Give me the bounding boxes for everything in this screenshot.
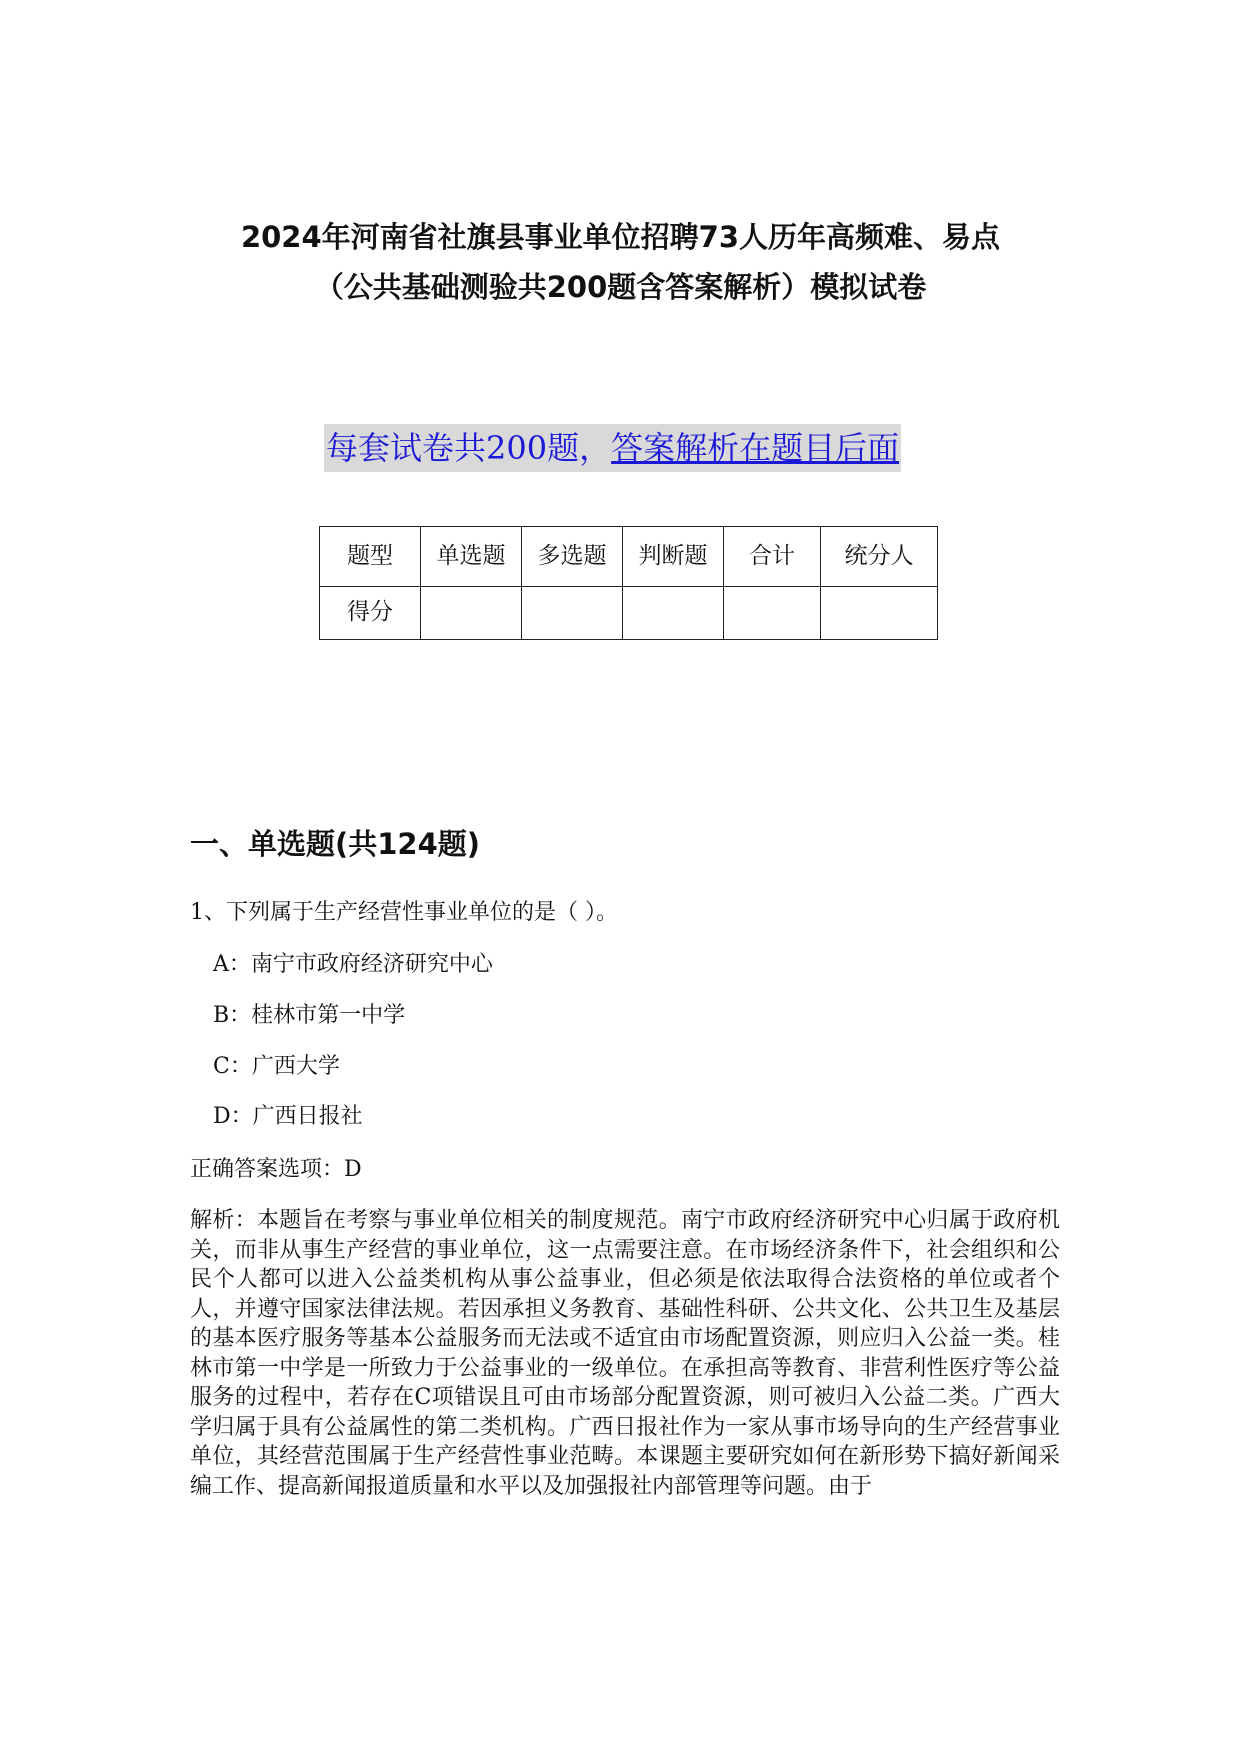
header-cell-true-false: 判断题	[623, 527, 724, 587]
option-c: C：广西大学	[213, 1054, 340, 1079]
header-cell-type: 题型	[320, 527, 421, 587]
score-table-score-row	[320, 587, 938, 640]
score-cell-single-choice[interactable]	[421, 587, 522, 640]
info-banner	[324, 424, 901, 472]
option-b: B：桂林市第一中学	[213, 1003, 406, 1028]
score-table-header-row	[320, 527, 938, 587]
header-cell-single-choice: 单选题	[421, 527, 522, 587]
title-line-1: 2024年河南省社旗县事业单位招聘73人历年高频难、易点	[240, 220, 1001, 254]
answer-analysis: 解析：本题旨在考察与事业单位相关的制度规范。南宁市政府经济研究中心归属于政府机关，而非从事生产经营的事业单位，这一点需要注意。在市场经济条件下，社会组织和公民个人都可以进入公益类机构从事公益事业，但必须是依法取得合法资格的单位或者个人，并遵守国家法律法规。若因承担义务教育、基础性科研、公共文化、公共卫生及基层的基本医疗服务等基本公益服务而无法或不适宜由市场配置资源，则应归入公益一类。桂林市第一中学是一所致力于公益事业的一级单位。在承担高等教育、非营利性医疗等公益服务的过程中，若存在C项错误且可由市场部分配置资源，则可被归入公益二类。广西大学归属于具有公益属性的第二类机构。广西日报社作为一家从事市场导向的生产经营事业单位，其经营范围属于生产经营性事业范畴。本课题主要研究如何在新形势下搞好新闻采编工作、提高新闻报道质量和水平以及加强报社内部管理等问题。由于	[190, 1208, 1060, 1499]
score-cell-scorer[interactable]	[821, 587, 938, 640]
score-cell-total[interactable]	[724, 587, 821, 640]
banner-text-part1: 每套试卷共200题，	[326, 429, 612, 467]
score-cell-multiple-choice[interactable]	[522, 587, 623, 640]
header-cell-total: 合计	[724, 527, 821, 587]
option-d: D：广西日报社	[213, 1104, 363, 1129]
option-a: A：南宁市政府经济研究中心	[213, 952, 493, 977]
score-cell-true-false[interactable]	[623, 587, 724, 640]
section-title: 一、单选题(共124题)	[190, 827, 481, 861]
score-table	[319, 526, 938, 640]
question-text: 1、下列属于生产经营性事业单位的是（ ）。	[190, 900, 618, 925]
header-cell-multiple-choice: 多选题	[522, 527, 623, 587]
row-label-score: 得分	[320, 587, 421, 640]
title-line-2: （公共基础测验共200题含答案解析）模拟试卷	[314, 270, 927, 304]
document-title	[0, 212, 1241, 312]
header-cell-scorer: 统分人	[821, 527, 938, 587]
correct-answer: 正确答案选项：D	[190, 1157, 362, 1182]
banner-link-text[interactable]: 答案解析在题目后面	[611, 429, 900, 467]
